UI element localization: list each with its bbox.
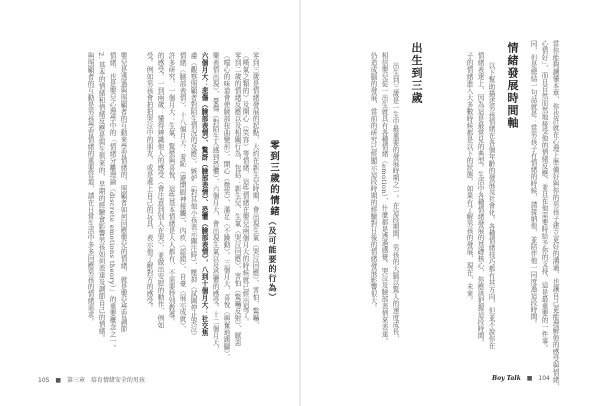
left-top-column-1: 零到三歲是情緒發展的起點，大約在新生兒時期，會出現生氣（哭泣回應）、害怕、驚嚇、: [251, 52, 259, 329]
right-top-column-2: 心情好」，而且自然而然地接受他的情緒反應，並且在他需要時給予你的支持，這是最重要的一件事。: [540, 40, 548, 352]
right-page-number: 104: [538, 375, 550, 382]
left-column-7: 許多研究、一個月大：生氣、驚慌與喜悅，這些基本情緒是人人都有，不需要特別教導。: [167, 52, 175, 325]
left-bottom-column-2: 情緒，也是嬰兒心理學中的「情緒分離理論（discrete emotions theory）」的重要概念之一。: [108, 52, 116, 352]
left-column-3: 樂表情出現）、憂傷（對陌生人感到恐懼）、六個月大，會出現生氣以及恐懼的感受。十二個月大，: [211, 52, 219, 354]
left-top-column-2: （嘆氣之類的）及開心（笑容）等情緒，這些情緒在嬰兒兩個月大的時候就已經出現了。: [241, 52, 249, 325]
left-column-8: 的感受、一到兩歲：懂得辨識他人的感受（會注意到別人在哭），並做出安慰的動作，例如: [156, 52, 164, 329]
left-column-4: 六個月大：悲傷（臉部表情）、驚訝（臉部表情）、恐懼（臉部表情），八到十個月大：社交焦: [200, 52, 208, 337]
left-column-2: （噁心的味道會使臉部扭曲變形）、開心（微笑）、滿足（不躁動）。三個月大，喜悅（興奮地踢腳）、: [222, 52, 230, 361]
timeline-paragraph-3: 子的情緒進入大多數時候都是以下的狀態，如果有了解男孩的發展，現在、未來。: [465, 52, 473, 304]
left-column-9: 受。例如男孩會拍拍哭泣中的朋友，或是遞上自己的玩具，表示他了解對方的感受。: [145, 52, 153, 311]
left-bottom-column-3: 2. 基本的情緒和情緒反應是與生俱來的，早期的經驗會影響男孩如何表達及調節自己的情緒。: [97, 52, 105, 342]
left-bottom-column-1: 嬰兒是透過與照顧者的互動來學習情緒的，照顧者如何回應嬰兒的情緒，就是嬰兒學習調節: [119, 52, 127, 332]
book-brand: Boy Talk: [492, 375, 521, 382]
section-title-birth-to-three: 出生到三歲: [410, 42, 423, 105]
timeline-paragraph-2: 情緒表達上，因為這是最常見的典型。生活中各種情緒發展的基礎核心，你應該把握這段時間。: [476, 52, 484, 346]
section-title-emotional-timeline: 情緒發展時間軸: [506, 42, 519, 130]
left-column-5: 慮（觀察照顧者對陌生情況的反應）、嫉妒（對其他小孩表示關注時）、壓抑（試圖停止哭泣）: [189, 52, 197, 340]
right-top-column-3: 同，但是總結一句話就是：當男孩子有情緒的時候，請接納他，並陪伴他一同度過這段時間。: [529, 40, 537, 327]
left-column-1: 零到二歲的情緒反應以及相關行為，包括：新生兒、生氣（哭泣回應）、害怕（驚嚇反射）、厭惡: [233, 52, 241, 347]
footer-separator-icon: ■: [55, 377, 62, 384]
left-footer: [38, 375, 149, 384]
left-column-6: 情緒（臉部表情）、十八個月大：羞恥（避開眼神接觸）、內疚（認錯）、自豪（展示成就）、: [178, 52, 186, 333]
right-footer: [492, 375, 554, 382]
footer-separator-icon: ■: [526, 375, 533, 382]
left-section-title: [266, 140, 280, 330]
left-page-number: 105: [38, 377, 50, 384]
left-section-title-text: 零到三歲的情緒: [268, 140, 279, 217]
right-page: [300, 0, 600, 406]
chapter-label: 第三章: [66, 377, 85, 384]
birth-paragraph-2: 相信嬰兒從一出生就具有各種情緒（emotion），什麼都是透過感覺、哭泣及臉部表情來表達。: [380, 52, 388, 345]
right-top-column-1: 當你能夠讀懂本章，你也許就在心理上準備好與你的男孩子建立更好的溝通，也讓自己更能理解他的感受與情緒，: [551, 40, 559, 390]
chapter-title: 培育情緒安全的男孩: [90, 377, 145, 384]
left-bottom-column-4: 與照顧者的互動是男孩學習情緒的重要管道，請在日常生活中多多回應男孩的情緒需求。: [86, 52, 94, 325]
birth-paragraph-3: 仍造成腦的發展，當前的研究已經顯示這段時期的經驗對日後的情緒發展影響很大。: [369, 52, 377, 311]
timeline-paragraph-1: 以下幫助描述男孩情緒在各個年齡的發展及社會化。各種情緒技巧都有其方向，但並不說你在: [487, 62, 495, 349]
left-section-subtitle: （及可能要的行為）: [268, 217, 278, 303]
birth-paragraph-1: 出生到三歲是一生中最重要的發展時期之一。在這段期間，男孩的大腦以驚人的速度成長，: [391, 62, 399, 342]
